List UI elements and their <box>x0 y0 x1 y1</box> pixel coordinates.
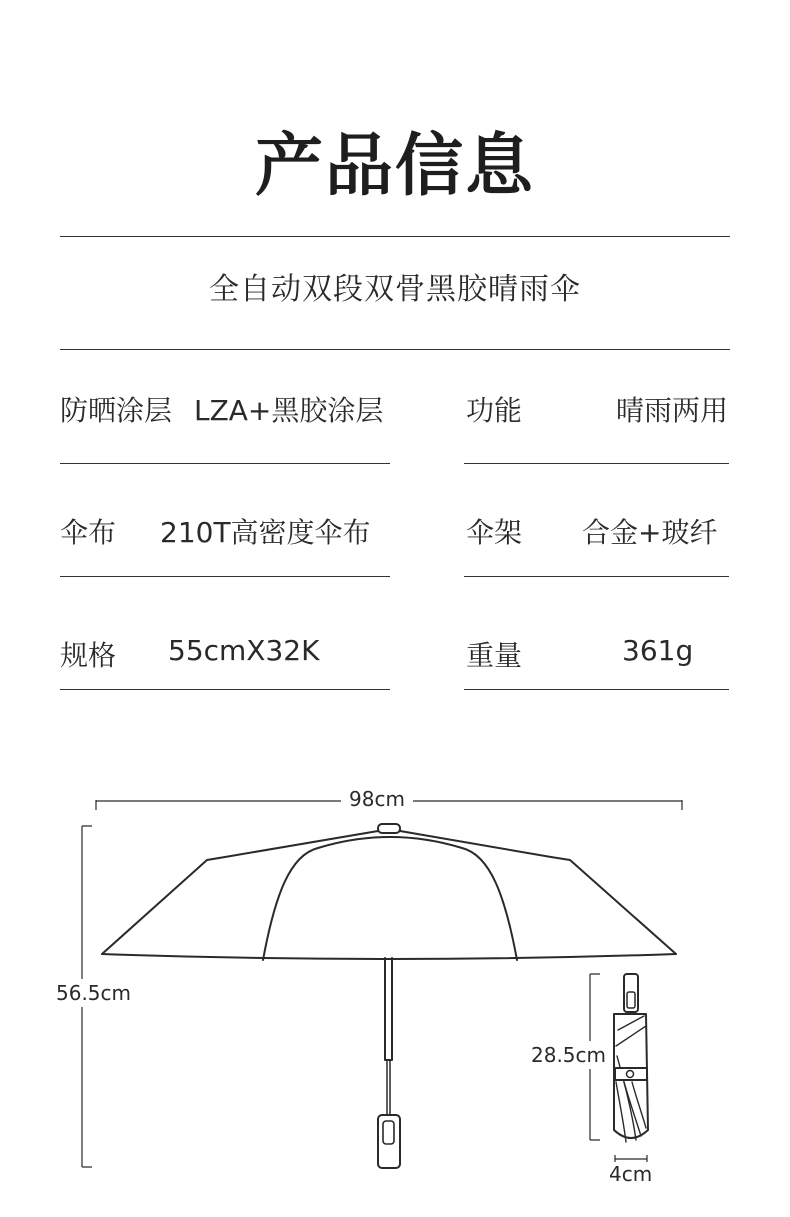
dimension-lines <box>82 800 682 1167</box>
spec-value-size: 55cmX32K <box>168 634 320 667</box>
dimension-open-height: 56.5cm <box>56 981 132 1005</box>
spec-value-function: 晴雨两用 <box>616 394 729 427</box>
spec-label-coating: 防晒涂层 <box>60 394 173 427</box>
spec-label-frame: 伞架 <box>466 516 523 549</box>
folded-umbrella-icon <box>614 974 648 1142</box>
product-name: 全自动双段双骨黑胶晴雨伞 <box>209 272 581 307</box>
spec-value-weight: 361g <box>622 634 694 667</box>
spec-label-size: 规格 <box>60 639 117 672</box>
spec-value-frame: 合金+玻纤 <box>582 516 718 549</box>
dimension-folded-width: 4cm <box>609 1162 653 1186</box>
spec-label-weight: 重量 <box>466 639 523 672</box>
spec-value-coating: LZA+黑胶涂层 <box>194 394 384 427</box>
dimension-folded-length: 28.5cm <box>531 1043 607 1067</box>
spec-label-fabric: 伞布 <box>60 516 117 549</box>
dimension-open-width: 98cm <box>341 787 413 811</box>
spec-label-function: 功能 <box>466 394 523 427</box>
page-title: 产品信息 <box>254 127 535 206</box>
spec-value-fabric: 210T高密度伞布 <box>160 516 371 549</box>
